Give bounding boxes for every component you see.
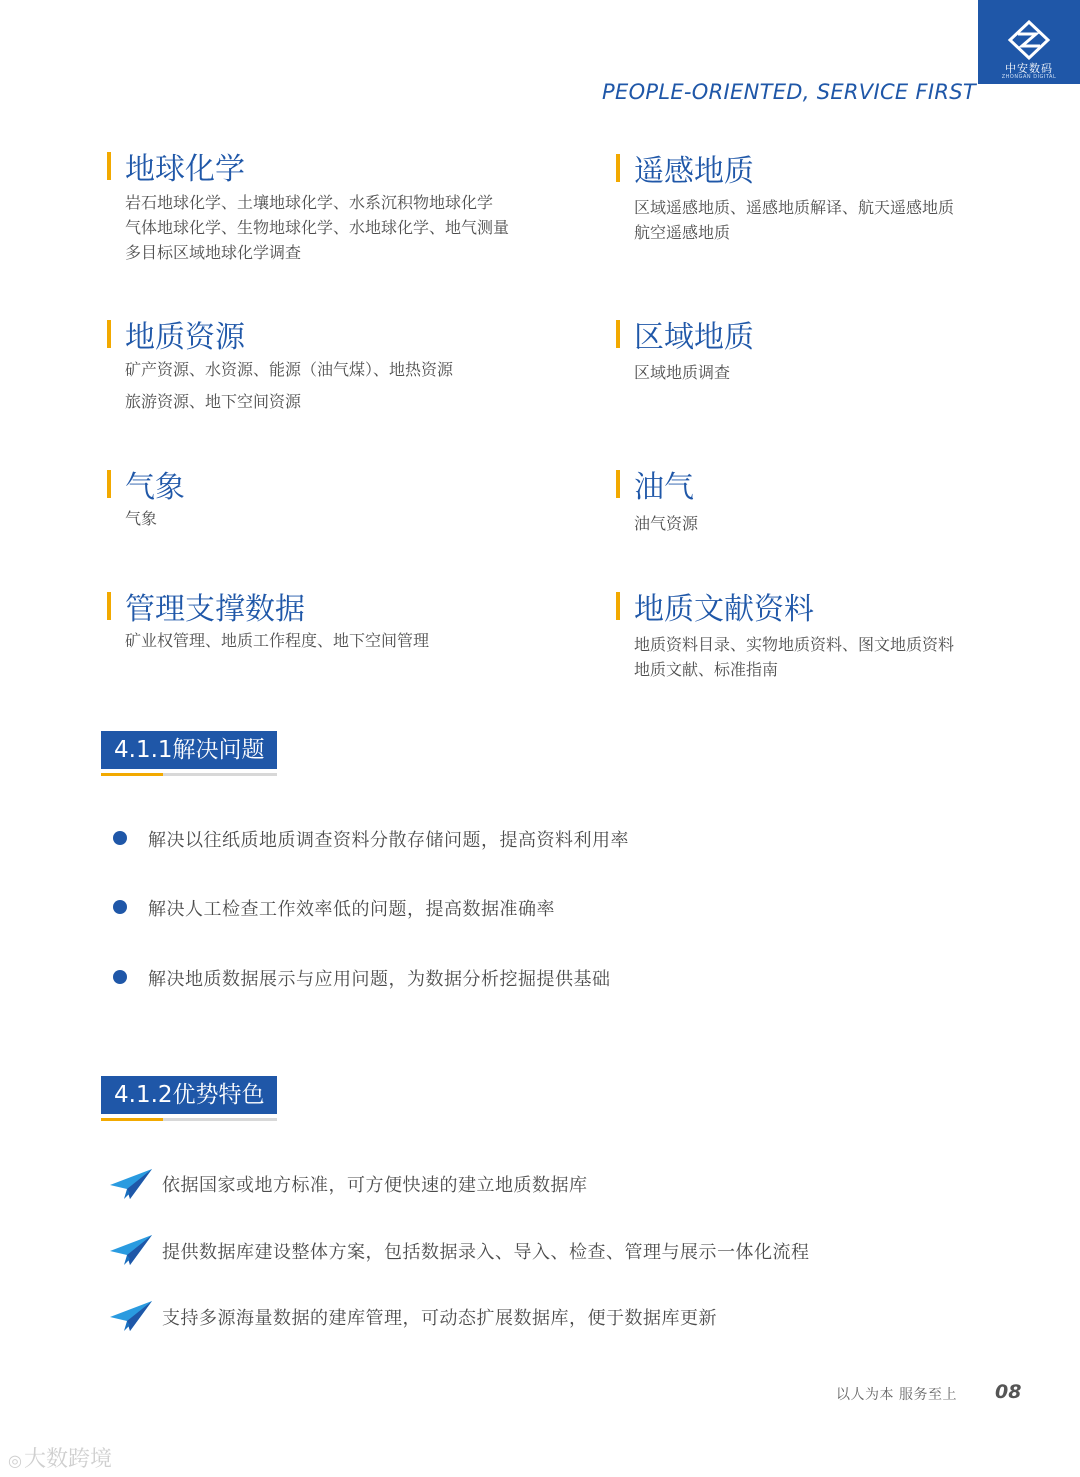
list-item: 依据国家或地方标准，可方便快速的建立地质数据库 — [162, 1175, 588, 1196]
paper-plane-icon — [108, 1167, 154, 1201]
category-line: 矿业权管理、地质工作程度、地下空间管理 — [125, 631, 430, 650]
category-line: 气体地球化学、生物地球化学、水地球化学、地气测量 — [125, 218, 510, 237]
category-title: 管理支撑数据 — [125, 592, 305, 627]
page-number: 08 — [995, 1381, 1022, 1403]
category-line: 油气资源 — [634, 514, 699, 533]
category-line: 航空遥感地质 — [634, 223, 731, 242]
accent-bar — [616, 592, 620, 620]
watermark — [8, 1442, 112, 1473]
category-title: 地质文献资料 — [634, 592, 814, 627]
category-line: 地质文献、标准指南 — [634, 660, 779, 679]
list-item: 支持多源海量数据的建库管理，可动态扩展数据库，便于数据库更新 — [162, 1308, 717, 1329]
accent-bar — [107, 592, 111, 620]
list-item: 解决地质数据展示与应用问题，为数据分析挖掘提供基础 — [148, 969, 611, 990]
logo-name: 中安数码 — [1005, 62, 1053, 75]
accent-bar — [107, 320, 111, 348]
category-title: 油气 — [634, 470, 694, 505]
paper-plane-icon — [108, 1233, 154, 1267]
list-item: 提供数据库建设整体方案，包括数据录入、导入、检查、管理与展示一体化流程 — [162, 1242, 810, 1263]
bullet-dot-icon — [113, 900, 127, 914]
category-line: 区域遥感地质、遥感地质解译、航天遥感地质 — [634, 198, 955, 217]
accent-bar — [616, 470, 620, 498]
footer-slogan: 以人为本 服务至上 — [836, 1387, 957, 1403]
paper-plane-icon — [108, 1299, 154, 1333]
category-line: 旅游资源、地下空间资源 — [125, 392, 302, 411]
category-line: 矿产资源、水资源、能源（油气煤）、地热资源 — [125, 360, 454, 379]
accent-bar — [616, 154, 620, 182]
section-underline — [101, 1118, 277, 1121]
bullet-dot-icon — [113, 831, 127, 845]
category-line: 地质资料目录、实物地质资料、图文地质资料 — [634, 635, 955, 654]
logo-subtitle: ZHONGAN DIGITAL — [1001, 74, 1057, 80]
category-title: 区域地质 — [634, 320, 754, 355]
category-line: 岩石地球化学、土壤地球化学、水系沉积物地球化学 — [125, 193, 494, 212]
bullet-dot-icon — [113, 970, 127, 984]
category-title: 气象 — [125, 470, 185, 505]
accent-bar — [107, 470, 111, 498]
category-title: 遥感地质 — [634, 154, 754, 189]
accent-bar — [616, 320, 620, 348]
list-item: 解决以往纸质地质调查资料分散存储问题，提高资料利用率 — [148, 830, 629, 851]
category-title: 地质资源 — [125, 320, 245, 355]
category-line: 区域地质调查 — [634, 363, 731, 382]
category-line: 气象 — [125, 509, 158, 528]
section-underline — [101, 773, 277, 776]
logo-mark-icon — [996, 20, 1062, 60]
brand-logo — [978, 0, 1080, 84]
watermark-text: 大数跨境 — [23, 1447, 112, 1472]
category-title: 地球化学 — [125, 152, 245, 187]
section-heading-advantages: 4.1.2优势特色 — [101, 1076, 277, 1114]
section-heading-problems: 4.1.1解决问题 — [101, 731, 277, 769]
watermark-logo-icon: ◎ — [8, 1451, 22, 1470]
list-item: 解决人工检查工作效率低的问题，提高数据准确率 — [148, 899, 555, 920]
category-line: 多目标区域地球化学调查 — [125, 243, 302, 262]
header-slogan: PEOPLE-ORIENTED, SERVICE FIRST — [602, 80, 976, 104]
accent-bar — [107, 152, 111, 180]
